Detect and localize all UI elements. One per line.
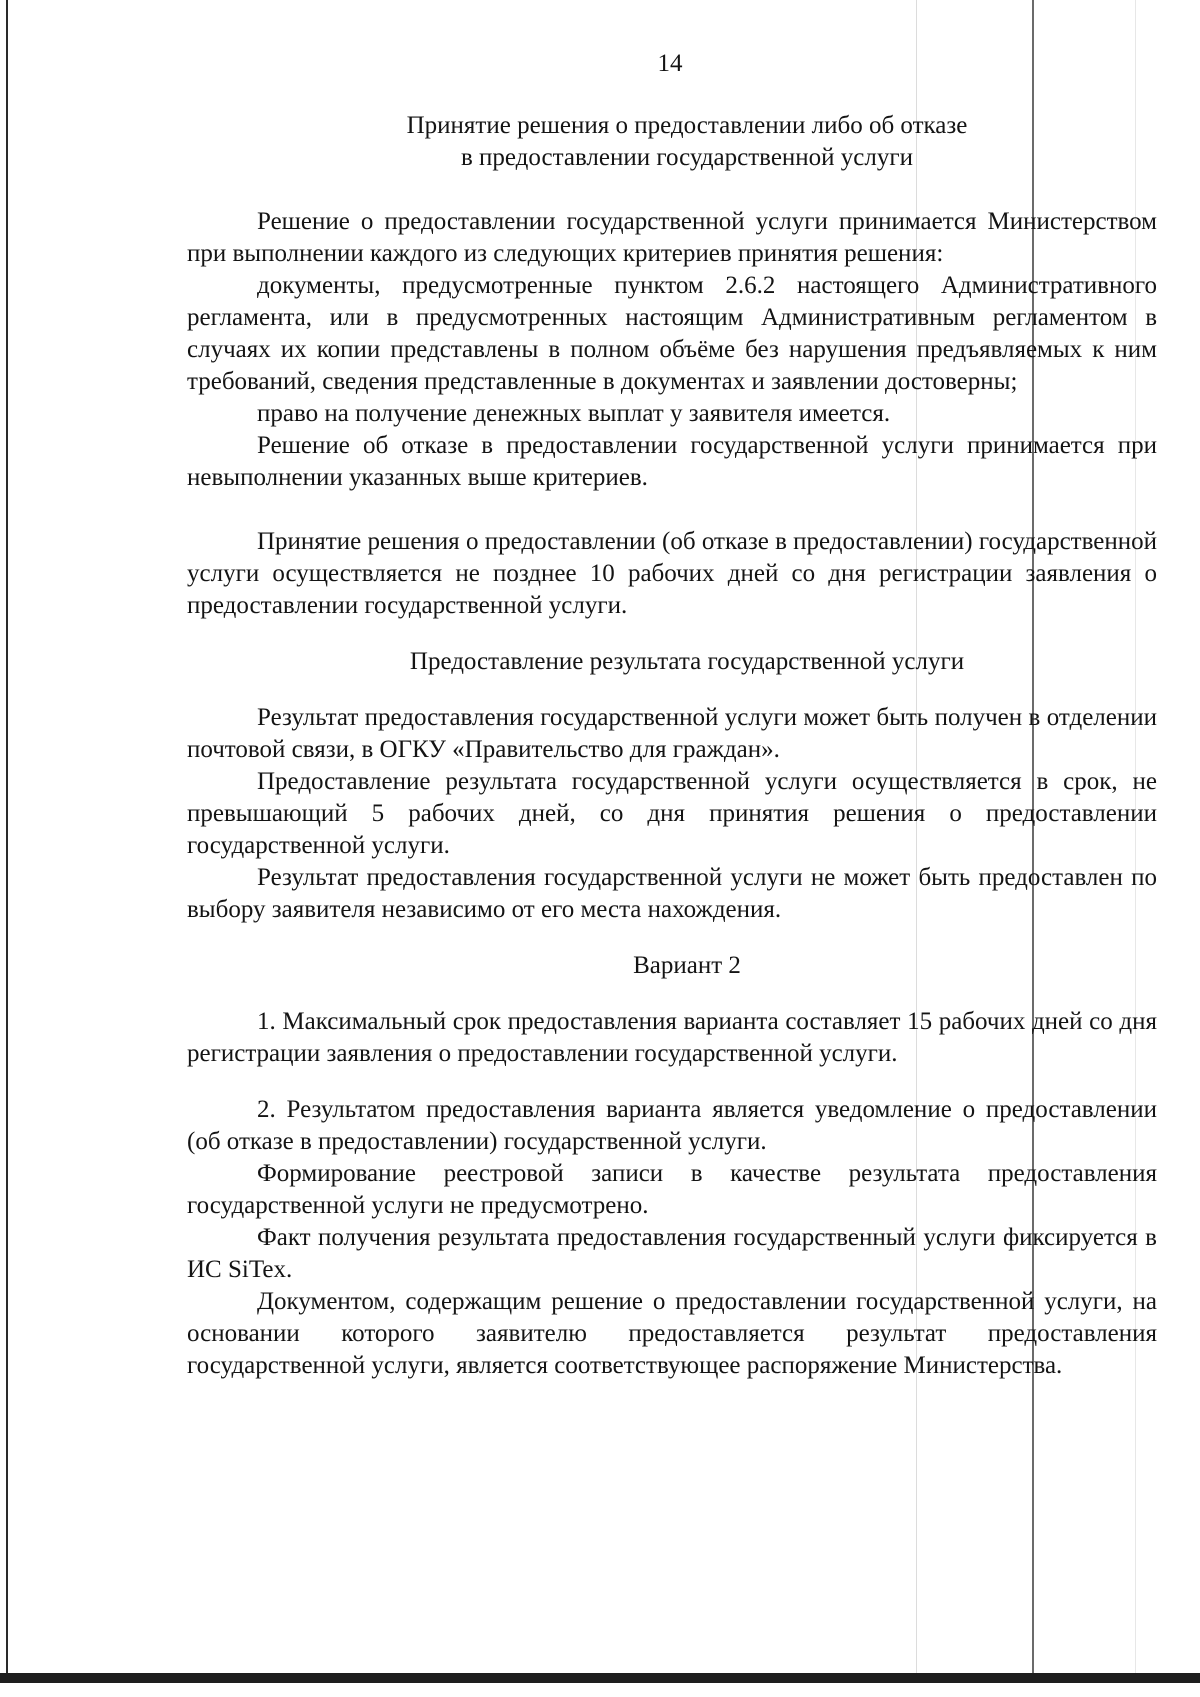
scan-border-left xyxy=(6,0,8,1680)
spacer xyxy=(187,926,1157,950)
paragraph: Документом, содержащим решение о предоставлении государственной услуги, на основании которого заявителю предоставляется результат предоставления государственной услуги, является соответствующее распоряжение Министерства. xyxy=(187,1288,1157,1379)
paragraph: Принятие решения о предоставлении (об отказе в предоставлении) государственной услуги осуществляется не позднее 10 рабочих дней со дня регистрации заявления о предоставлении государственной услуги. xyxy=(187,528,1157,619)
paragraph: право на получение денежных выплат у заявителя имеется. xyxy=(257,400,891,427)
spacer xyxy=(187,494,1157,526)
paragraph: документы, предусмотренные пунктом 2.6.2 настоящего Административного регламента, или в предусмотренных настоящим Административным регламентом в случаях их копии представлены в полном объёме без нарушения предъявляемых к ним требований, сведения представленные в документах и заявлении достоверны; xyxy=(187,272,1157,395)
section-heading-result: Предоставление результата государственной услуги xyxy=(409,648,965,675)
paragraph: Решение об отказе в предоставлении государственной услуги принимается при невыполнении указанных выше критериев. xyxy=(187,432,1157,491)
document-body xyxy=(187,110,1157,1382)
paragraph: Формирование реестровой записи в качестве результата предоставления государственной услуги не предусмотрено. xyxy=(187,1160,1157,1219)
spacer xyxy=(187,678,1157,702)
spacer xyxy=(187,982,1157,1006)
heading-line: в предоставлении государственной услуги xyxy=(460,144,914,171)
paragraph: Предоставление результата государственной услуги осуществляется в срок, не превышающий 5 рабочих дней, со дня принятия решения о предоставлении государственной услуги. xyxy=(187,768,1157,859)
section-heading-decision xyxy=(187,110,1157,174)
paragraph: Результат предоставления государственной услуги может быть получен в отделении почтовой связи, в ОГКУ «Правительство для граждан». xyxy=(187,704,1157,763)
paragraph: 2. Результатом предоставления варианта является уведомление о предоставлении (об отказе в предоставлении) государственной услуги. xyxy=(187,1096,1157,1155)
paragraph: Результат предоставления государственной услуги не может быть предоставлен по выбору заявителя независимо от его места нахождения. xyxy=(187,864,1157,923)
scan-border-bottom xyxy=(0,1673,1200,1683)
paragraph: Факт получения результата предоставления государственный услуги фиксируется в ИС SiTex. xyxy=(187,1224,1157,1283)
paragraph: Решение о предоставлении государственной услуги принимается Министерством при выполнении каждого из следующих критериев принятия решения: xyxy=(187,208,1157,267)
spacer xyxy=(187,174,1157,206)
page-number: 14 xyxy=(657,50,683,77)
spacer xyxy=(187,622,1157,646)
numbered-item: 1. Максимальный срок предоставления варианта составляет 15 рабочих дней со дня регистрации заявления о предоставлении государственной услуги. xyxy=(187,1008,1157,1067)
heading-line: Принятие решения о предоставлении либо об отказе xyxy=(406,112,968,139)
section-heading-variant: Вариант 2 xyxy=(633,952,741,979)
spacer xyxy=(187,1070,1157,1094)
